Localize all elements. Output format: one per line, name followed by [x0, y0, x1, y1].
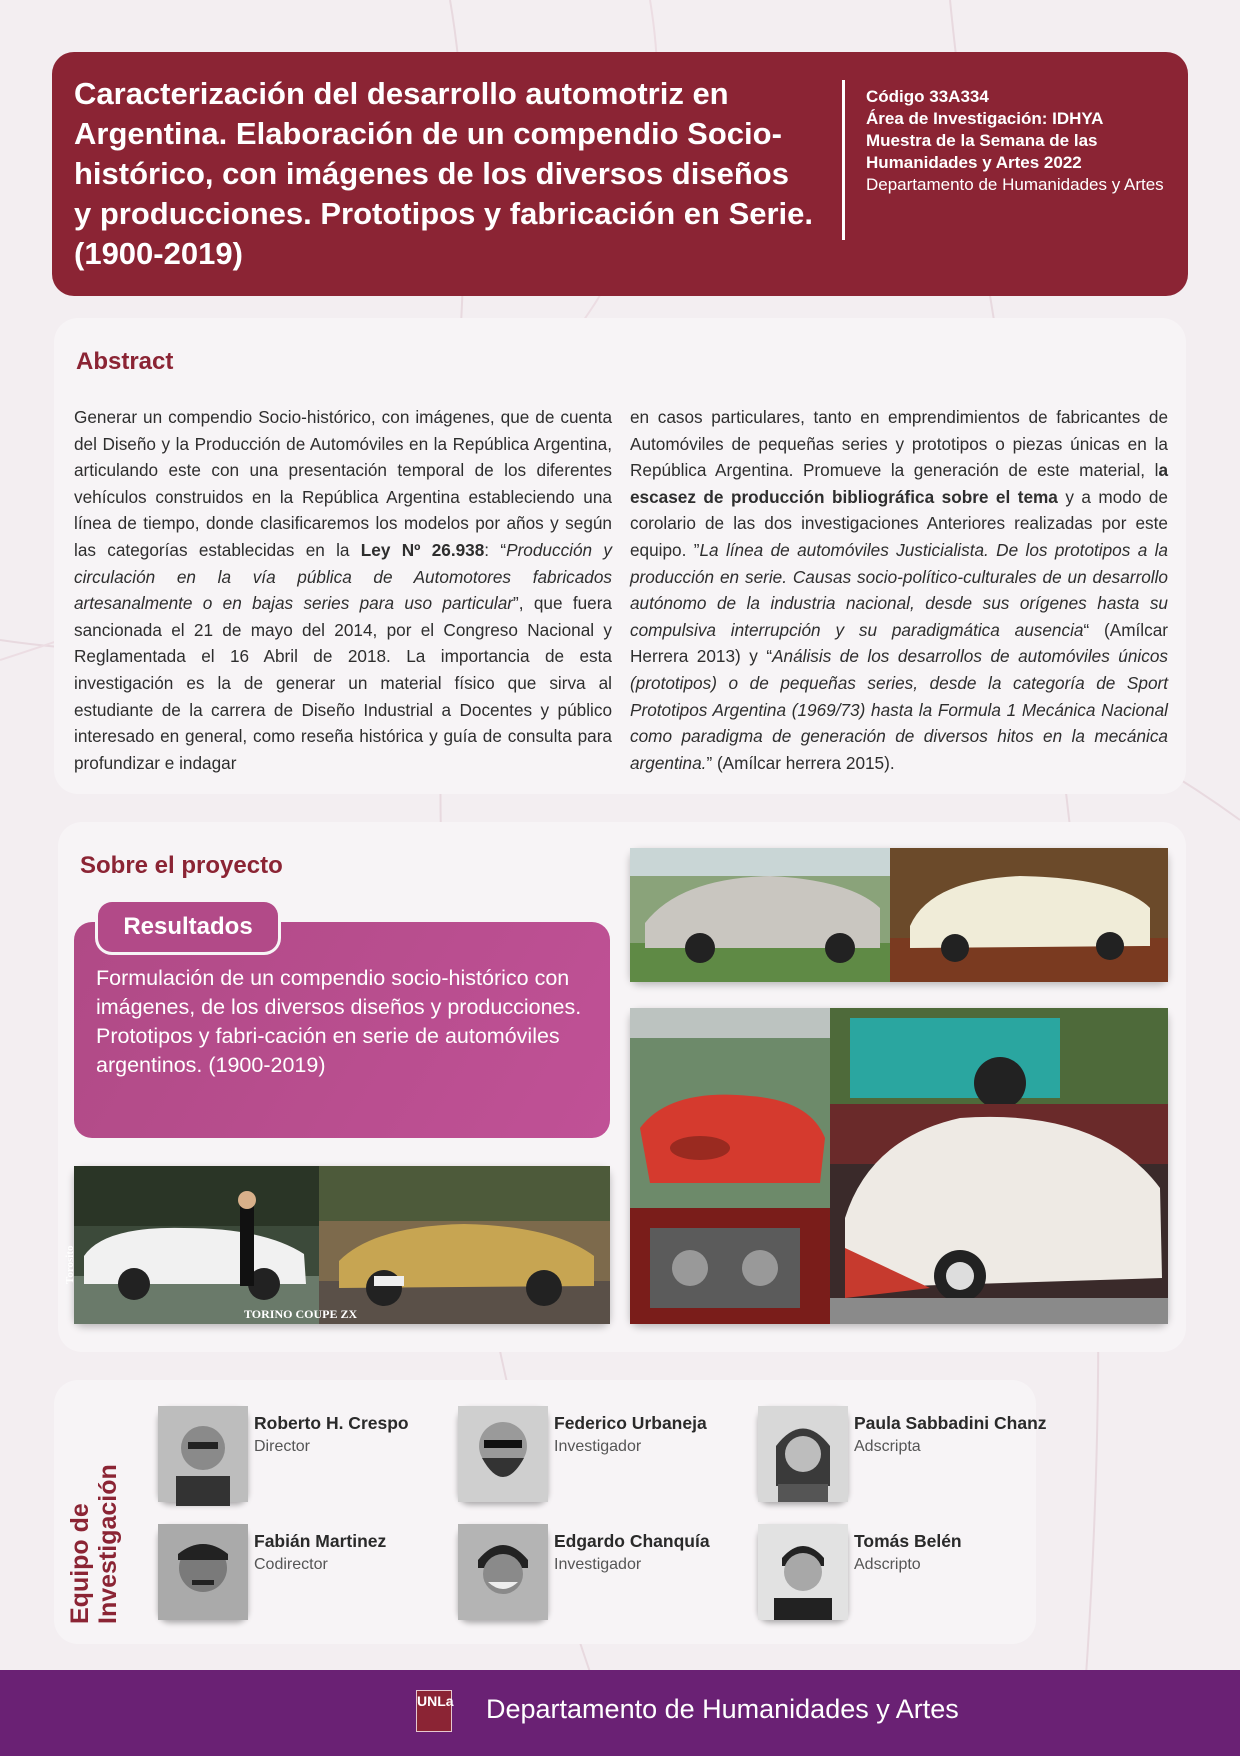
photo-collage	[630, 1008, 1168, 1324]
abstract-column-right	[630, 404, 1168, 776]
header-meta	[866, 86, 1166, 196]
member-name: Fabián Martinez	[254, 1531, 387, 1551]
results-tab: Resultados	[98, 902, 278, 952]
abstract-text: en casos particulares, tanto en emprendimientos de fabricantes de Automóviles de pequeñas series y prototipos o piezas únicas en la República Argentina. Promueve la generación de este material, l	[630, 407, 1168, 481]
abstract-text: Generar un compendio Socio-histórico, con imágenes, que de cuenta del Diseño y la Producción de Automóviles en la República Argentina, articulando este con una presentación temporal de los diferentes vehículos construidos en la República Argentina estableciendo una línea de tiempo, donde clasificaremos los modelos por años y según las categorías establecidas en la	[74, 407, 612, 560]
citation-quote: La línea de automóviles Justicialista. De los prototipos a la producción en serie. Causas socio-político-culturales de un desarrollo autónomo de la industria nacional, desde sus orígenes hasta su compulsiva interrupción y su paradigmática ausencia	[630, 539, 1168, 640]
law-reference: Ley Nº 26.938	[360, 539, 485, 560]
team-title: Equipo de Investigación	[66, 1464, 122, 1624]
header-banner	[52, 52, 1188, 296]
project-heading: Sobre el proyecto	[80, 852, 283, 879]
citation-quote: Análisis de los desarrollos de automóviles únicos (prototipos) o de pequeñas series, desde la categoría de Sport Prototipos Argentina (1969/73) hasta la Formula 1 Mecánica Nacional como paradigma de generación de diversos hitos en la mecánica argentina.	[630, 646, 1168, 773]
member-info	[254, 1412, 454, 1458]
member-info	[554, 1530, 754, 1576]
footer-department: Departamento de Humanidades y Artes	[486, 1694, 959, 1724]
member-role: Adscripta	[854, 1438, 921, 1455]
member-name: Federico Urbaneja	[554, 1413, 707, 1433]
member-role: Codirector	[254, 1556, 328, 1573]
member-role: Director	[254, 1438, 311, 1455]
event-name: Muestra de la Semana de las Humanidades y Artes 2022	[866, 131, 1098, 172]
member-role: Adscripto	[854, 1556, 921, 1573]
member-info	[554, 1412, 754, 1458]
poster-title: Caracterización del desarrollo automotriz en Argentina. Elaboración de un compendio Socio-histórico, con imágenes de los diversos diseños y producciones. Prototipos y fabricación en Serie. (1900-2019)	[74, 76, 814, 271]
law-quote: Producción y circulación en la vía pública de Automotores fabricados artesanalmente o en bajas series para uso particular	[74, 539, 612, 614]
member-photo	[458, 1524, 548, 1620]
photo-coupe-sedan	[630, 848, 1168, 982]
abstract-heading: Abstract	[76, 348, 174, 375]
photo-caption: TORINO COUPE ZX	[244, 1307, 358, 1321]
member-info	[254, 1530, 454, 1576]
abstract-text: “ (Amílcar Herrera 2013) y “	[630, 619, 1168, 667]
member-name: Edgardo Chanquía	[554, 1531, 710, 1551]
member-role: Investigador	[554, 1556, 642, 1573]
member-photo	[158, 1524, 248, 1620]
university-logo: UNLa	[416, 1690, 452, 1732]
photo-convertibles	[64, 1166, 610, 1324]
photo-side-label: Torosito	[64, 1245, 76, 1284]
member-photo	[758, 1406, 848, 1502]
member-info	[854, 1412, 1054, 1458]
team-member	[458, 1524, 758, 1624]
abstract-emphasis: a escasez de producción bibliográfica sobre el tema	[630, 460, 1168, 507]
member-name: Tomás Belén	[854, 1531, 962, 1551]
member-info	[854, 1530, 1054, 1576]
team-member	[458, 1406, 758, 1506]
research-area: Área de Investigación: IDHYA	[866, 109, 1104, 128]
project-code: Código 33A334	[866, 87, 989, 106]
abstract-section	[54, 318, 1186, 794]
results-text: Formulación de un compendio socio-histórico con imágenes, de los diversos diseños y producciones. Prototipos y fabri-cación en serie de automóviles argentinos. (1900-2019)	[96, 966, 582, 1077]
abstract-text: y a modo de corolario de las dos investigaciones Anteriores realizadas por este equipo. ”	[630, 486, 1168, 560]
results-box	[74, 922, 610, 1138]
department-name: Departamento de Humanidades y Artes	[866, 175, 1164, 194]
abstract-text: ”, que fuera sancionada el 21 de mayo del 2014, por el Congreso Nacional y Reglamentada el 16 Abril de 2018. La importancia de esta investigación es la de generar un material físico que sirva al estudiante de la carrera de Diseño Industrial a Docentes y público interesado en general, como reseña histórica y guía de consulta para profundizar e indagar	[74, 593, 612, 773]
team-member	[158, 1406, 458, 1506]
member-photo	[758, 1524, 848, 1620]
member-role: Investigador	[554, 1438, 642, 1455]
member-photo	[158, 1406, 248, 1502]
team-member	[758, 1406, 1058, 1506]
project-section	[58, 822, 1186, 1352]
abstract-text: ” (Amílcar herrera 2015).	[706, 752, 895, 773]
team-member	[158, 1524, 458, 1624]
abstract-text: : “	[484, 539, 507, 560]
abstract-column-left	[74, 404, 612, 776]
team-section	[54, 1380, 1047, 1644]
member-name: Roberto H. Crespo	[254, 1413, 409, 1433]
member-photo	[458, 1406, 548, 1502]
header-divider	[842, 80, 845, 240]
footer-bar	[0, 1670, 1240, 1756]
team-member	[758, 1524, 1058, 1624]
member-name: Paula Sabbadini Chanz	[854, 1413, 1047, 1433]
